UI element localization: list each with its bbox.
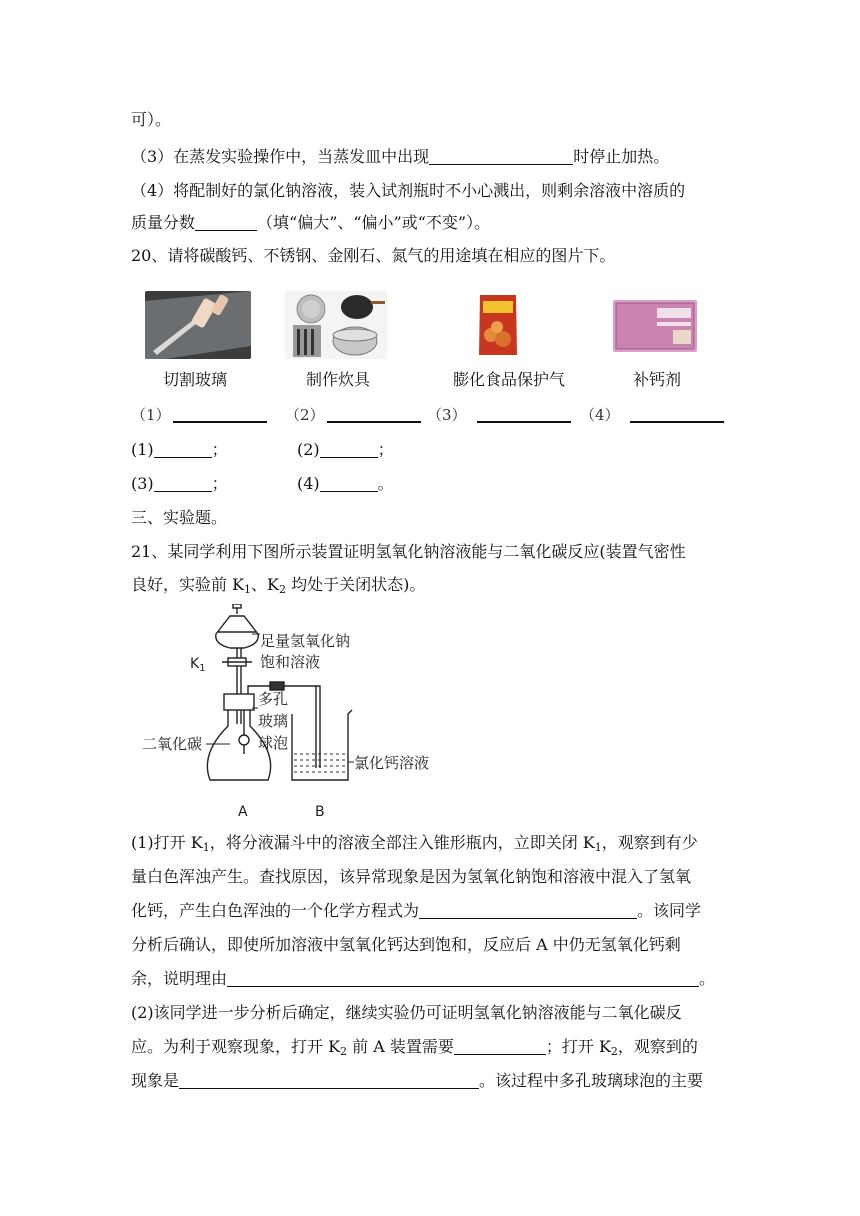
part-1-line-5 — [131, 969, 715, 989]
text-segment: （填“偏大”、“偏小”或“不变”）。 — [257, 213, 491, 232]
calcium-box-picture — [613, 300, 697, 352]
part-2-line-2 — [131, 1037, 698, 1057]
caption-2: 制作炊具 — [306, 370, 371, 389]
subscript: 2 — [340, 1045, 348, 1058]
cookware-picture — [285, 291, 387, 359]
text-segment: (1)打开 K — [131, 833, 203, 852]
subscript: 1 — [244, 583, 252, 596]
answer-blank[interactable] — [630, 407, 724, 423]
question-4-line: （4）将配制好的氯化钠溶液，装入试剂瓶时不小心溅出，则剩余溶液中溶质的 — [131, 181, 686, 200]
answer-label: （3） — [427, 406, 467, 424]
answer-item-1 — [131, 404, 267, 425]
k1-subscript: 1 — [199, 663, 206, 674]
snack-bag-image — [477, 291, 519, 359]
answer-label: （4） — [580, 406, 620, 424]
text-segment: ，观察到的 — [617, 1037, 698, 1056]
answer-label: （2） — [285, 406, 325, 424]
text-segment: ，将分液漏斗中的溶液全部注入锥形瓶内，立即关闭 K — [209, 833, 595, 852]
part-1-line-3 — [131, 901, 701, 921]
caption-4: 补钙剂 — [633, 370, 682, 389]
fill-line-3 — [131, 474, 228, 494]
fill-label: (1) — [131, 440, 154, 459]
fill-label: (3) — [131, 474, 154, 493]
apparatus-b-label: B — [315, 804, 325, 820]
glass-cutting-picture — [145, 291, 251, 359]
answer-blank[interactable] — [320, 441, 378, 458]
text-segment: 前 A 装置需要 — [347, 1037, 454, 1056]
subscript: 2 — [610, 1045, 618, 1058]
answer-blank[interactable] — [454, 1038, 546, 1055]
text-segment: 化钙，产生白色浑浊的一个化学方程式为 — [131, 901, 420, 920]
text-segment: 。该同学 — [637, 901, 702, 920]
question-21-line-2 — [131, 575, 425, 595]
apparatus-diagram — [140, 604, 440, 822]
answer-item-4 — [580, 404, 724, 425]
text-segment: ；打开 K — [545, 1037, 611, 1056]
text-segment: 余，说明理由 — [131, 969, 228, 988]
apparatus-a-label: A — [238, 804, 248, 820]
answer-label: （1） — [131, 406, 171, 424]
question-4-line-2 — [131, 213, 490, 233]
text-segment: 现象是 — [131, 1071, 180, 1090]
glass-cutting-image — [145, 291, 251, 359]
answer-blank[interactable] — [154, 475, 212, 492]
subscript: 2 — [279, 583, 287, 596]
text-segment: 。该过程中多孔玻璃球泡的主要 — [479, 1071, 704, 1090]
text-segment: （3）在蒸发实验操作中，当蒸发皿中出现 — [131, 147, 430, 166]
caption-1: 切割玻璃 — [163, 370, 228, 389]
text-segment: 。 — [699, 969, 716, 988]
bulb-label-1: 多孔 — [258, 690, 289, 708]
fill-punct: 。 — [377, 474, 394, 493]
part-1-line-2: 量白色浑浊产生。查找原因，该异常现象是因为氢氧化钠饱和溶液中混入了氢氧 — [131, 867, 692, 886]
text-segment: 时停止加热。 — [573, 147, 670, 166]
part-1-line-1 — [131, 833, 698, 853]
snack-bag-picture — [477, 291, 519, 359]
text-segment: 应。为利于观察现象，打开 K — [131, 1037, 341, 1056]
text-segment: 均处于关闭状态)。 — [286, 575, 426, 594]
bulb-label-2: 玻璃 — [258, 712, 289, 730]
fill-label: (2) — [297, 440, 320, 459]
fill-line-1 — [131, 440, 228, 460]
answer-blank[interactable] — [429, 148, 573, 165]
text-segment: 良好，实验前 K — [131, 575, 245, 594]
part-2-line-3 — [131, 1071, 703, 1091]
question-21-line-1: 21、某同学利用下图所示装置证明氢氧化钠溶液能与二氧化碳反应(装置气密性 — [131, 542, 686, 561]
equation-blank[interactable] — [419, 902, 637, 919]
reagent-label-2: 饱和溶液 — [260, 653, 321, 671]
part-1-line-4: 分析后确认，即使所加溶液中氢氧化钙达到饱和，反应后 A 中仍无氢氧化钙剩 — [131, 935, 681, 954]
subscript: 1 — [202, 841, 210, 854]
answer-item-3 — [427, 404, 571, 425]
answer-blank[interactable] — [320, 475, 378, 492]
text-segment: ，观察到有少 — [601, 833, 698, 852]
bulb-label-3: 球泡 — [258, 734, 289, 752]
part-2-line-1: (2)该同学进一步分析后确定，继续实验仍可证明氢氧化钠溶液能与二氧化碳反 — [131, 1003, 682, 1022]
calcium-supplement-image — [613, 300, 697, 352]
text-line: 可）。 — [131, 110, 172, 129]
gas-label: 二氧化碳 — [142, 735, 203, 753]
answer-blank[interactable] — [327, 407, 421, 423]
reagent-label-1: 足量氢氧化钠 — [260, 632, 351, 650]
caption-3: 膨化食品保护气 — [453, 370, 566, 389]
text-segment: 质量分数 — [131, 213, 196, 232]
text-segment: 、K — [251, 575, 280, 594]
beaker-label: 氯化钙溶液 — [354, 754, 430, 772]
fill-punct: ； — [211, 474, 228, 493]
phenomenon-blank[interactable] — [179, 1072, 479, 1089]
question-3-line — [131, 147, 669, 167]
answer-item-2 — [285, 404, 421, 425]
fill-punct: ； — [211, 440, 228, 459]
question-20-title: 20、请将碳酸钙、不锈钢、金刚石、氮气的用途填在相应的图片下。 — [131, 246, 616, 265]
cookware-image — [285, 291, 387, 359]
subscript: 1 — [594, 841, 602, 854]
fill-label: (4) — [297, 474, 320, 493]
answer-blank[interactable] — [154, 441, 212, 458]
fill-line-4 — [297, 474, 394, 494]
fill-punct: ； — [377, 440, 394, 459]
answer-blank[interactable] — [477, 407, 571, 423]
reason-blank[interactable] — [227, 970, 699, 987]
fill-line-2 — [297, 440, 394, 460]
answer-blank[interactable] — [173, 407, 267, 423]
answer-blank[interactable] — [195, 214, 257, 231]
k1-letter: K — [190, 656, 200, 672]
k1-label — [190, 656, 206, 674]
section-title: 三、实验题。 — [131, 508, 228, 527]
